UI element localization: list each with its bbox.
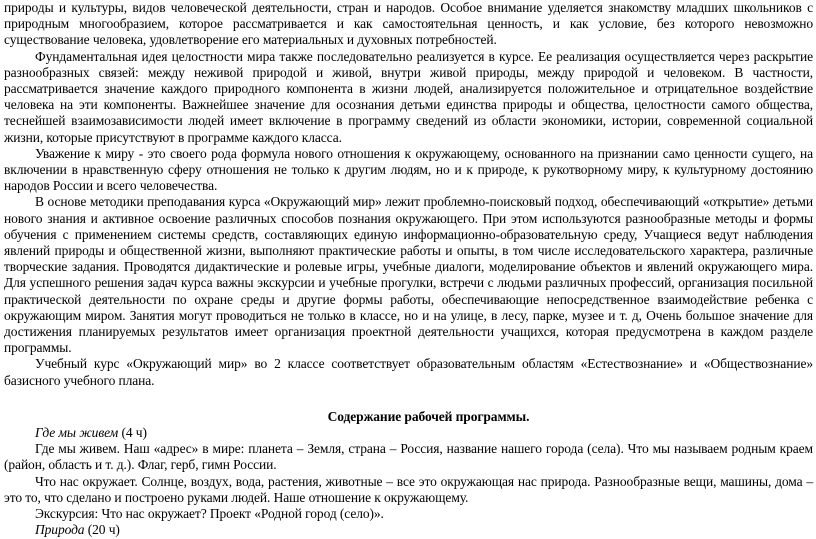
paragraph-where-we-live: Где мы живем. Наш «адрес» в мире: планета – Земля, страна – Россия, название нашего города (села). Что мы называем родным краем (район, область и т. д.). Флаг, герб, гимн России.: [4, 441, 813, 473]
paragraph-nature-culture: природы и культуры, видов человеческой деятельности, стран и народов. Особое внимание уделяется знакомству младших школьников с природным многообразием, которое рассматривается и как самостоятельная ценность, и как условие, без которого невозможно существование человека, удовлетворение его материальных и духовных потребностей.: [4, 0, 813, 48]
spacer: [4, 389, 813, 409]
paragraph-what-surrounds-us: Что нас окружает. Солнце, воздух, вода, растения, животные – все это окружающая нас природа. Разнообразные вещи, машины, дома – это то, что сделано и построено руками людей. Наше отношение к окружающему.: [4, 473, 813, 505]
paragraph-world-integrity: Фундаментальная идея целостности мира также последовательно реализуется в курсе. Ее реализация осуществляется через раскрытие разнообразных связей: между неживой природой и живой, внутри живой природы, между природой и человеком. В частности, рассматривается значение каждого природного компонента в жизни людей, анализируется положительное и отрицательное воздействие человека на эти компоненты. Важнейшее значение для осознания детьми единства природы и общества, целостности самого общества, теснейшей взаимозависимости людей имеет включение в программу сведений из области экономики, истории, современной социальной жизни, которые присутствуют в программе каждого класса.: [4, 48, 813, 145]
paragraph-respect-world: Уважение к миру - это своего рода формула нового отношения к окружающему, основанного на признании само ценности сущего, на включении в нравственную сферу отношения не только к другим людям, но и к природе, к рукотворному миру, к культурному достоянию народов России и всего человечества.: [4, 145, 813, 194]
topic-title: Где мы живем: [35, 425, 119, 441]
topic-title: Природа: [35, 522, 85, 538]
topic-hours: (4 ч): [121, 425, 147, 441]
paragraph-methodology: В основе методики преподавания курса «Окружающий мир» лежит проблемно-поисковый подход, обеспечивающий «открытие» детьми нового знания и активное освоение различных способов познания окружающего. При этом используются разнообразные методы и формы обучения с применением системы средств, составляющих единую информационно-образовательную среду, Учащиеся ведут наблюдения явлений природы и общественной жизни, выполняют практические работы и опыты, в том числе исследовательского характера, различные творческие задания. Проводятся дидактические и ролевые игры, учебные диалоги, моделирование объектов и явлений окружающего мира. Для успешного решения задач курса важны экскурсии и учебные прогулки, встречи с людьми различных профессий, организация посильной практической деятельности по охране среды и другие формы работы, обеспечивающие непосредственное взаимодействие ребенка с окружающим миром. Занятия могут проводиться не только в классе, но и на улице, в лесу, парке, музее и т. д, Очень большое значение для достижения планируемых результатов имеет организация проектной деятельности учащихся, которая предусмотрена в каждом разделе программы.: [4, 194, 813, 356]
topic-heading-nature: [4, 522, 813, 538]
paragraph-excursion: Экскурсия: Что нас окружает? Проект «Родной город (село)».: [35, 506, 384, 522]
topic-hours: (20 ч): [87, 522, 120, 538]
section-heading: Содержание рабочей программы.: [327, 408, 530, 424]
paragraph-course-curriculum: Учебный курс «Окружающий мир» во 2 классе соответствует образовательным областям «Естествознание» и «Обществознание» базисного учебного плана.: [4, 356, 813, 388]
topic-heading-where-we-live: [4, 425, 813, 441]
